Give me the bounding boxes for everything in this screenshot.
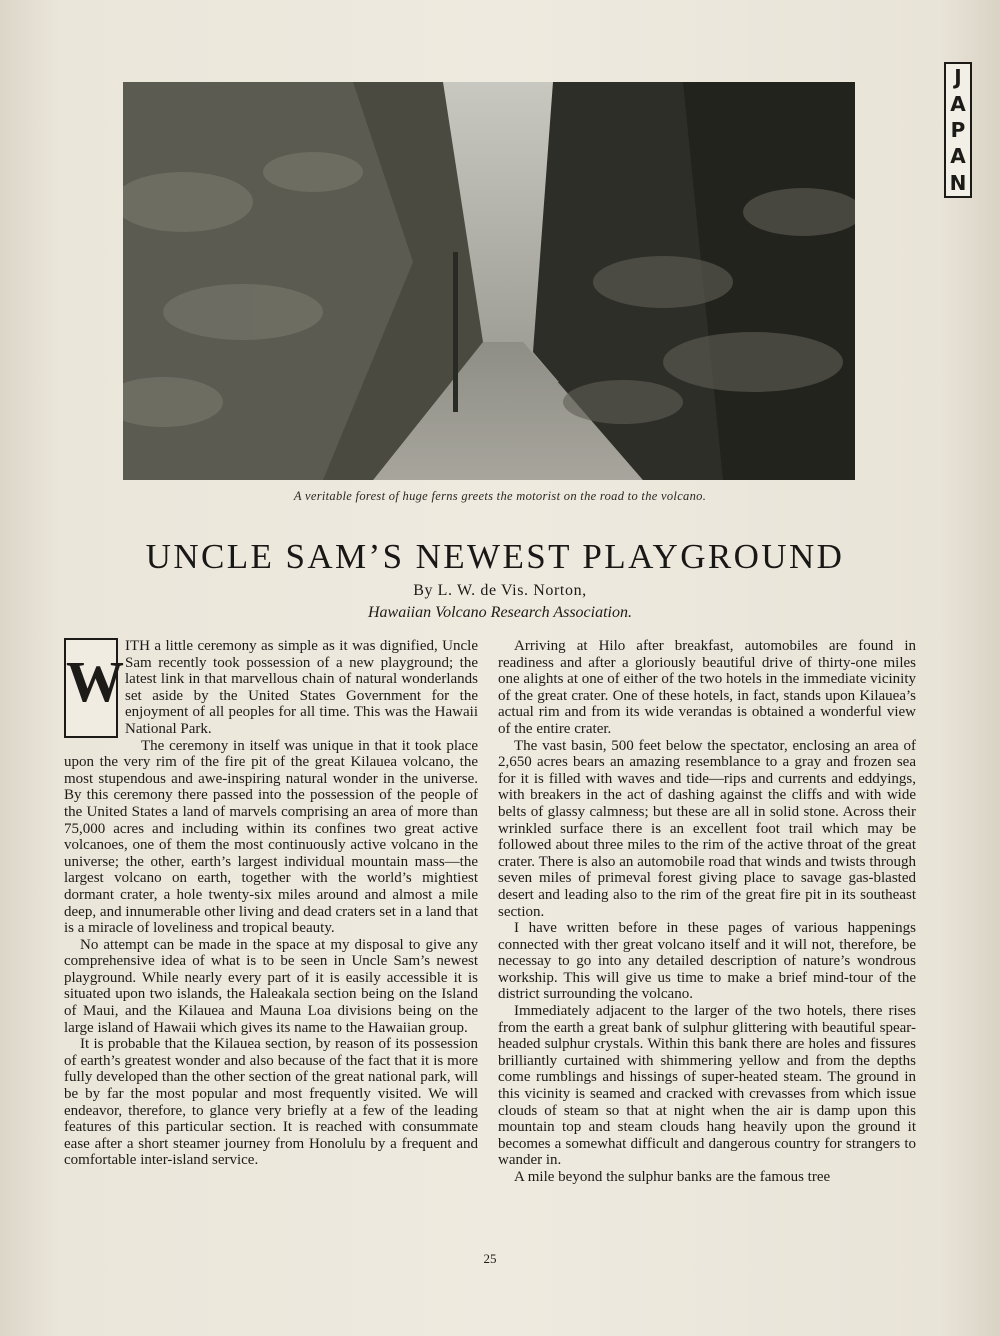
section-tab-letter: A: [950, 144, 966, 169]
article-paragraph: Immediately adjacent to the larger of the two hotels, there rises from the earth a great bank of sulphur glittering with beautiful spear-headed sulphur crystals. Within this bank there are holes and fissures brilliantly curtained with shimmering yellow and from the depths come rumblings and hissings of super-heated steam. The ground in this vicinity is seamed and cracked with crevasses from which issue clouds of steam so that at night when the air is damp upon this mountain top and steam clouds hang heavily upon the ground it becomes a somewhat difficult and dangerous country for strangers to wander in.: [498, 1003, 916, 1169]
article-paragraph: No attempt can be made in the space at my disposal to give any comprehensive idea of what is to be seen in Uncle Sam’s newest playground. While nearly every part of it is easily accessible it is situated upon two islands, the Haleakala section being on the Island of Maui, and the Kilauea and Mauna Loa divisions being on the large island of Hawaii which gives its name to the Hawaiian group.: [64, 936, 478, 1036]
article-paragraph: Arriving at Hilo after breakfast, automobiles are found in readiness and after a gloriously beautiful drive of thirty-one miles one alights at one of either of the two hotels in the immediate vicinity of the great crater. One of these hotels, in fact, stands upon Kilauea’s actual rim and from its wide verandas is obtained a wonderful view of the entire crater.: [498, 638, 916, 737]
drop-cap: [64, 638, 124, 738]
article-paragraph: A mile beyond the sulphur banks are the famous tree: [514, 1169, 831, 1185]
section-tab-letter: P: [950, 117, 966, 142]
drop-cap-letter: W: [66, 649, 124, 714]
fern-forest-road-photo: [123, 82, 855, 480]
photo-illustration: [123, 82, 855, 480]
section-tab-japan: [944, 62, 972, 198]
article-column-left: [64, 638, 478, 1169]
page-number: 25: [483, 1251, 497, 1266]
section-tab-letter: A: [950, 91, 966, 116]
author-affiliation: Hawaiian Volcano Research Association.: [368, 604, 632, 621]
section-tab-letter: N: [949, 170, 967, 195]
article-column-right: [498, 638, 916, 1186]
section-tab-letter: J: [954, 65, 962, 90]
article-byline: By L. W. de Vis. Norton,: [413, 582, 587, 599]
article-paragraph: The vast basin, 500 feet below the spectator, enclosing an area of 2,650 acres bears an amazing resemblance to a gray and frozen sea for it is filled with waves and tide—rips and currents and eddyings, with breakers in the act of dashing against the cliffs and with wide belts of glassy calmness; but these are all in solid stone. Across their wrinkled surface there is an excellent foot trail which may be followed about three miles to the rim of the active throat of the great crater. There is also an automobile road that winds and twists through seven miles of primeval forest giving place to savage gas-blasted desert and leading also to the rim of the great fire pit in its southeast section.: [498, 737, 916, 920]
article-title: UNCLE SAM’S NEWEST PLAYGROUND: [145, 537, 845, 576]
photo-caption: A veritable forest of huge ferns greets the motorist on the road to the volcano.: [293, 489, 707, 503]
article-paragraph: I have written before in these pages of various happenings connected with ther great volcano itself and it will not, therefore, be necessay to go into any detailed description of nature’s wondrous workship. This will give us time to make a brief mind-tour of the district surrounding the volcano.: [498, 920, 916, 1003]
article-paragraph: ITH a little ceremony as simple as it was dignified, Uncle Sam recently took possession of a new playground; the latest link in that marvellous chain of natural wonderlands set aside by the United States Government for the enjoyment of all peoples for all time. This was the Hawaii National Park.: [125, 638, 478, 737]
article-paragraph: The ceremony in itself was unique in that it took place upon the very rim of the fire pit of the great Kilauea volcano, the most stupendous and awe-inspiring natural wonder in the universe. By this ceremony there passed into the possession of the people of the United States a land of marvels comprising an area of more than 75,000 acres and including within its confines two great active volcanoes, one of them the most continuously active volcano in the universe; the other, earth’s largest individual mountain mass—the largest volcano on earth, together with the world’s mightiest dormant crater, a hole twenty-six miles around and almost a mile deep, and innumerable other living and dead craters set in a land that is a miracle of loveliness and tropical beauty.: [64, 737, 478, 937]
article-paragraph: It is probable that the Kilauea section, by reason of its possession of earth’s greatest wonder and also because of the fact that it is more fully developed than the other section of the great national park, will be by far the most popular and most frequently visited. We will endeavor, therefore, to glance very briefly at a few of the leading features of this particular section. It is reached with consummate ease after a short steamer journey from Honolulu by a frequent and comfortable inter-island service.: [64, 1036, 478, 1169]
